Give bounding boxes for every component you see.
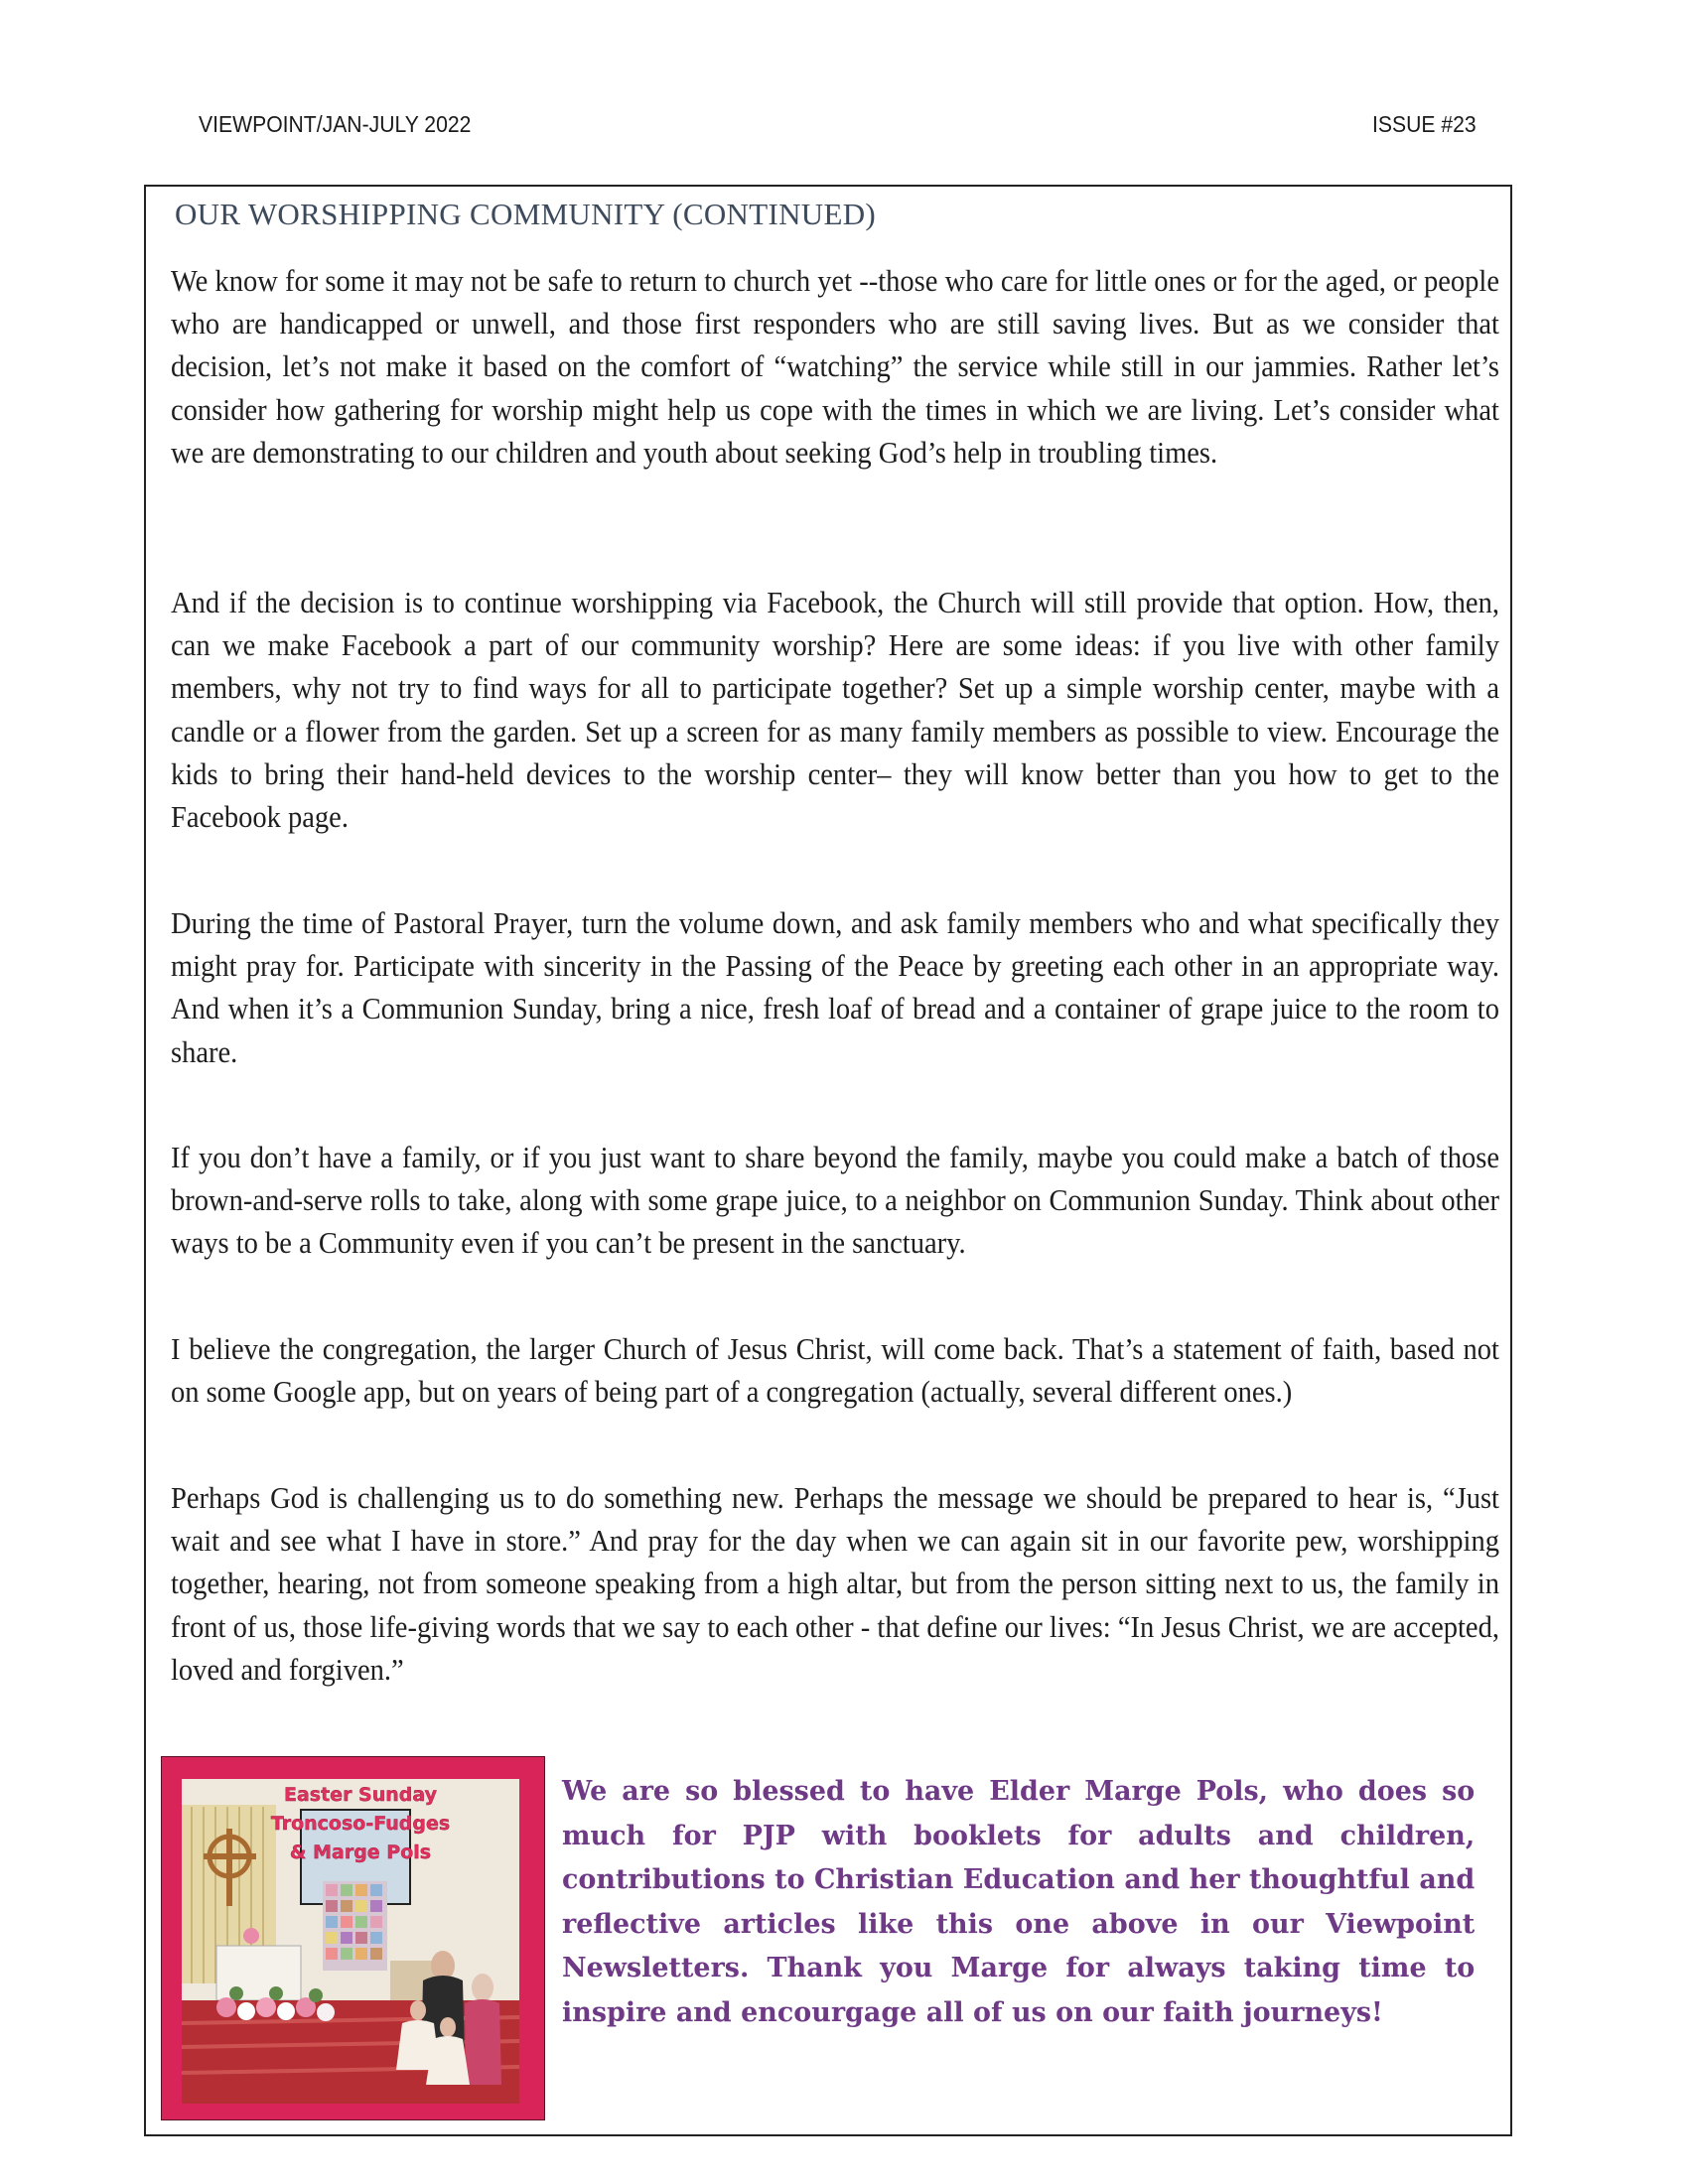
quilt-banner bbox=[323, 1881, 387, 1971]
photo-caption-line: & Marge Pols bbox=[289, 1842, 432, 1863]
article-paragraph: We know for some it may not be safe to return to church yet --those who care for little ones or for the aged, or people who are handicapped or unwell, and those first responders who are still saving lives. But as we consider that decision, let’s not make it based on the comfort of “watching” the service while still in our jammies. Rather let’s consider how gathering for worship might help us cope with the times in which we are living. Let’s consider what we are demonstrating to our children and youth about seeking God’s help in troubling times. bbox=[171, 264, 1499, 470]
article-paragraph: If you don’t have a family, or if you just want to share beyond the family, maybe you could make a batch of those brown-and-serve rolls to take, along with some grape juice, to a neighbor on Communion Sunday. Think about other ways to be a Community even if you can’t be present in the sanctuary. bbox=[171, 1141, 1499, 1261]
article-paragraph: I believe the congregation, the larger Church of Jesus Christ, will come back. That’s a statement of faith, based not on some Google app, but on years of being part of a congregation (actually, several different ones.) bbox=[171, 1332, 1499, 1410]
church-sanctuary-illustration bbox=[162, 1757, 544, 2119]
article-paragraph: Perhaps God is challenging us to do something new. Perhaps the message we should be prepared to hear is, “Just wait and see what I have in store.” And pray for the day when we can again sit in our favorite pew, worshipping together, hearing, not from someone speaking from a high altar, but from the person sitting next to us, the family in front of us, those life-giving words that we say to each other - that define our lives: “In Jesus Christ, we are accepted, loved and forgiven.” bbox=[171, 1481, 1499, 1687]
article-title: OUR WORSHIPPING COMMUNITY (CONTINUED) bbox=[175, 197, 877, 231]
article-paragraph: And if the decision is to continue worshipping via Facebook, the Church will still provide that option. How, then, can we make Facebook a part of our community worship? Here are some ideas: if you live with other family members, why not try to find ways for all to participate together? Set up a simple worship center, maybe with a candle or a flower from the garden. Set up a screen for as many family members as possible to view. Encourage the kids to bring their hand-held devices to the worship center– they will know better than you how to get to the Facebook page. bbox=[171, 586, 1499, 835]
photo-caption-line: Troncoso-Fudges bbox=[270, 1813, 451, 1835]
article-paragraph: During the time of Pastoral Prayer, turn the volume down, and ask family members who and what specifically they might pray for. Participate with sincerity in the Passing of the Peace by greeting each other in an appropriate way. And when it’s a Communion Sunday, bring a nice, fresh loaf of bread and a container of grape juice to the room to share. bbox=[171, 906, 1499, 1069]
altar-table bbox=[216, 1946, 301, 2000]
newsletter-issue-date: VIEWPOINT/JAN-JULY 2022 bbox=[199, 111, 472, 137]
issue-number: ISSUE #23 bbox=[1372, 111, 1477, 137]
photo-caption-line: Easter Sunday bbox=[283, 1784, 438, 1806]
tribute-note: We are so blessed to have Elder Marge Pols, who does so much for PJP with booklets for adults and children, contributions to Christian Education and her thoughtful and reflective articles like this one above in our Viewpoint Newsletters. Thank you Marge for always taking time to inspire and encourgage all of us on our faith journeys! bbox=[562, 1775, 1476, 2028]
easter-sunday-photo bbox=[161, 1756, 545, 2120]
